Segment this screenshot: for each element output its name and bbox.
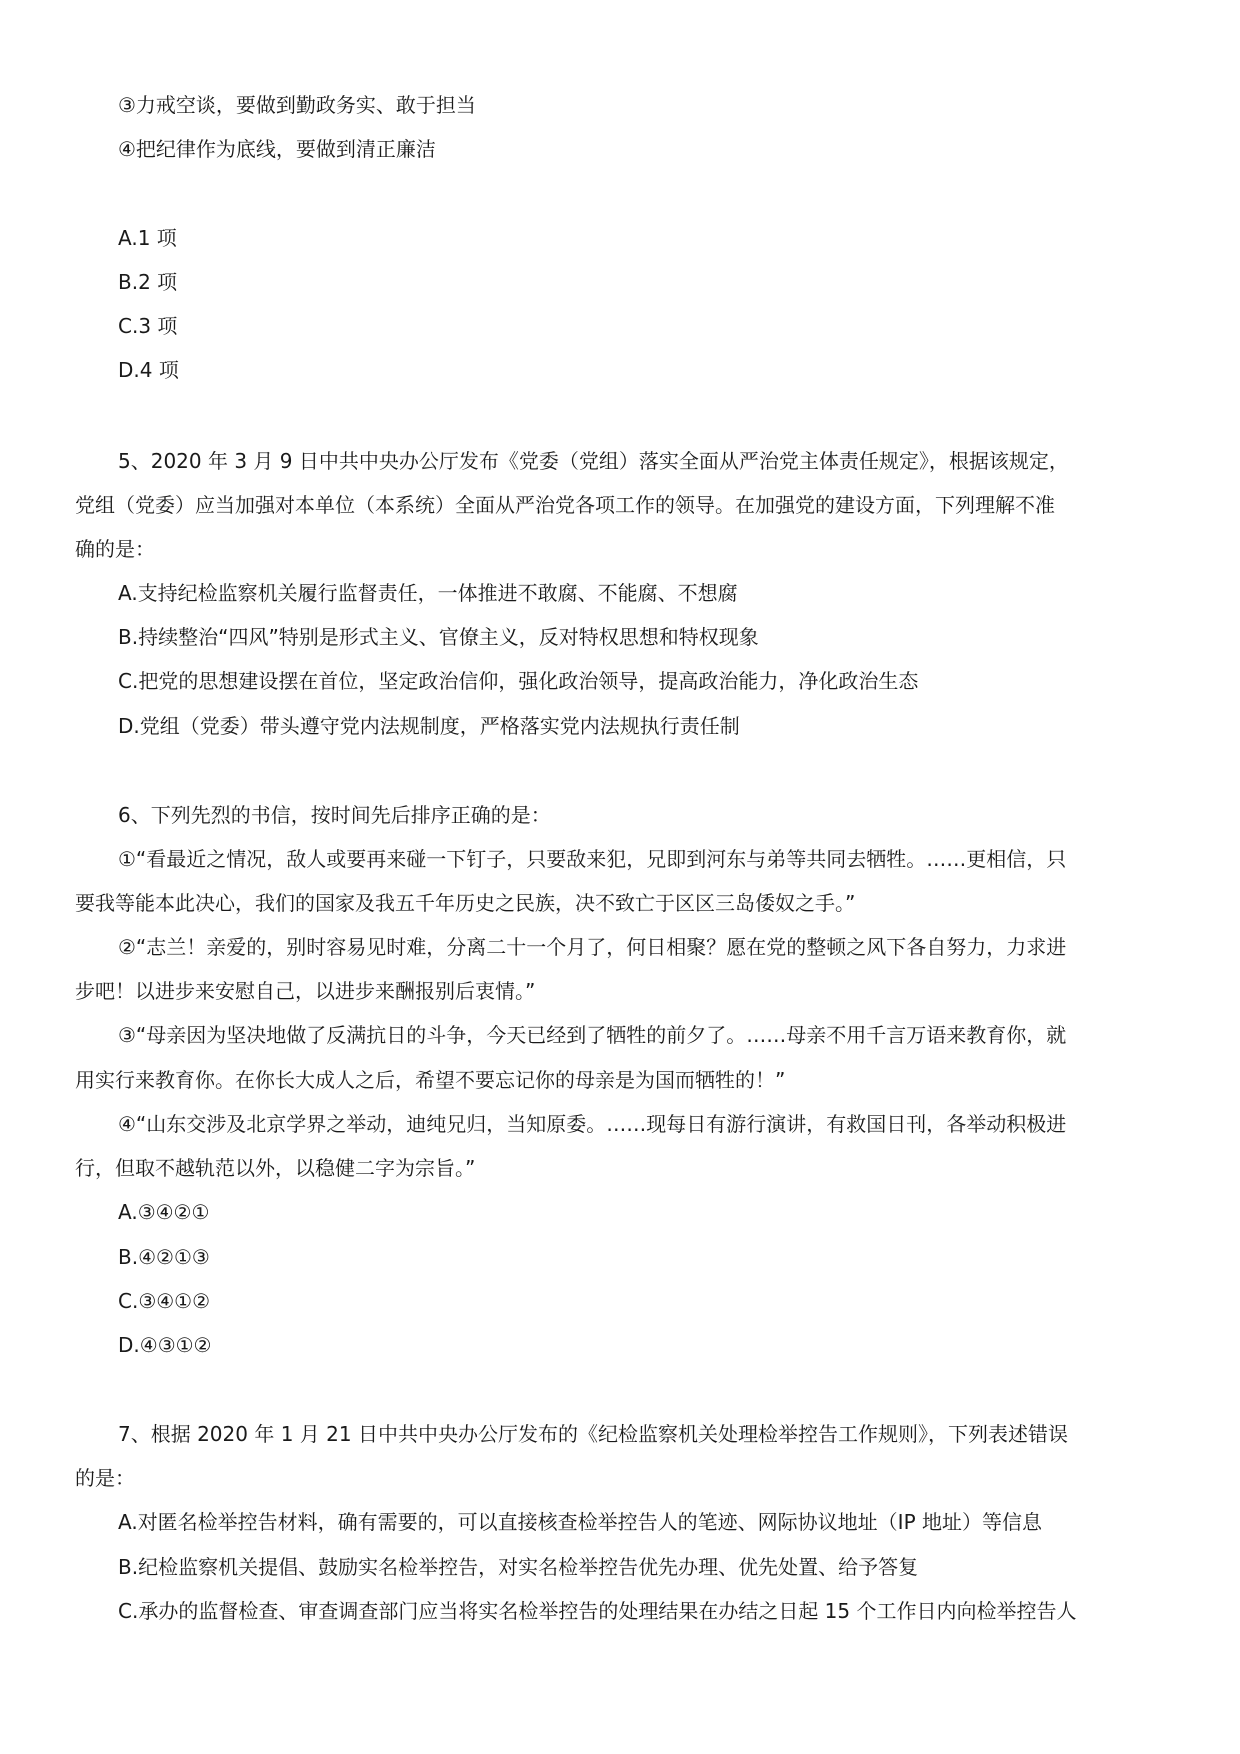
q7-stem-line-1: 7、根据 2020 年 1 月 21 日中共中央办公厅发布的《纪检监察机关处理检举控告工作规则》，下列表述错误: [118, 1422, 1068, 1446]
q4-option-d: D.4 项: [118, 358, 179, 382]
q4-option-c: C.3 项: [118, 314, 178, 338]
q4-item-3: ③力戒空谈，要做到勤政务实、敢于担当: [118, 93, 476, 117]
q6-option-d: D.④③①②: [118, 1333, 212, 1357]
q6-letter-1-line-1: ①“看最近之情况，敌人或要再来碰一下钉子，只要敌来犯，兄即到河东与弟等共同去牺牲。……更相信，只: [118, 847, 1067, 871]
q5-option-a: A.支持纪检监察机关履行监督责任，一体推进不敢腐、不能腐、不想腐: [118, 581, 738, 605]
q6-option-a: A.③④②①: [118, 1200, 210, 1224]
q6-option-c: C.③④①②: [118, 1289, 211, 1313]
q6-stem: 6、下列先烈的书信，按时间先后排序正确的是：: [118, 803, 551, 827]
q5-stem-line-2: 党组（党委）应当加强对本单位（本系统）全面从严治党各项工作的领导。在加强党的建设方面，下列理解不准: [75, 493, 1055, 517]
q5-option-d: D.党组（党委）带头遵守党内法规制度，严格落实党内法规执行责任制: [118, 714, 740, 738]
q7-option-c: C.承办的监督检查、审查调查部门应当将实名检举控告的处理结果在办结之日起 15 个工作日内向检举控告人: [118, 1599, 1077, 1623]
q7-option-a: A.对匿名检举控告材料，确有需要的，可以直接核查检举控告人的笔迹、网际协议地址（IP 地址）等信息: [118, 1510, 1043, 1534]
q7-stem-line-2: 的是：: [75, 1466, 135, 1490]
q5-option-c: C.把党的思想建设摆在首位，坚定政治信仰，强化政治领导，提高政治能力，净化政治生态: [118, 669, 919, 693]
q6-letter-3-line-1: ③“母亲因为坚决地做了反满抗日的斗争，今天已经到了牺牲的前夕了。……母亲不用千言万语来教育你，就: [118, 1023, 1067, 1047]
q6-letter-2-line-2: 步吧！以进步来安慰自己，以进步来酬报别后衷情。”: [75, 979, 536, 1003]
q6-letter-2-line-1: ②“志兰！亲爱的，别时容易见时难，分离二十一个月了，何日相聚？愿在党的整顿之风下各自努力，力求进: [118, 935, 1067, 959]
q5-option-b: B.持续整治“四风”特别是形式主义、官僚主义，反对特权思想和特权现象: [118, 625, 759, 649]
q6-letter-4-line-1: ④“山东交涉及北京学界之举动，迪纯兄归，当知原委。……现每日有游行演讲，有救国日刊，各举动积极进: [118, 1112, 1067, 1136]
q5-stem-line-3: 确的是：: [75, 537, 155, 561]
q4-item-4: ④把纪律作为底线，要做到清正廉洁: [118, 137, 436, 161]
q6-letter-3-line-2: 用实行来教育你。在你长大成人之后，希望不要忘记你的母亲是为国而牺牲的！”: [75, 1068, 786, 1092]
q5-stem-line-1: 5、2020 年 3 月 9 日中共中央办公厅发布《党委（党组）落实全面从严治党主体责任规定》，根据该规定，: [118, 449, 1069, 473]
q6-letter-1-line-2: 要我等能本此决心，我们的国家及我五千年历史之民族，决不致亡于区区三岛倭奴之手。”: [75, 891, 856, 915]
q4-option-b: B.2 项: [118, 270, 178, 294]
q7-option-b: B.纪检监察机关提倡、鼓励实名检举控告，对实名检举控告优先办理、优先处置、给予答复: [118, 1555, 919, 1579]
q6-option-b: B.④②①③: [118, 1245, 210, 1269]
q6-letter-4-line-2: 行，但取不越轨范以外，以稳健二字为宗旨。”: [75, 1156, 476, 1180]
q4-option-a: A.1 项: [118, 226, 177, 250]
